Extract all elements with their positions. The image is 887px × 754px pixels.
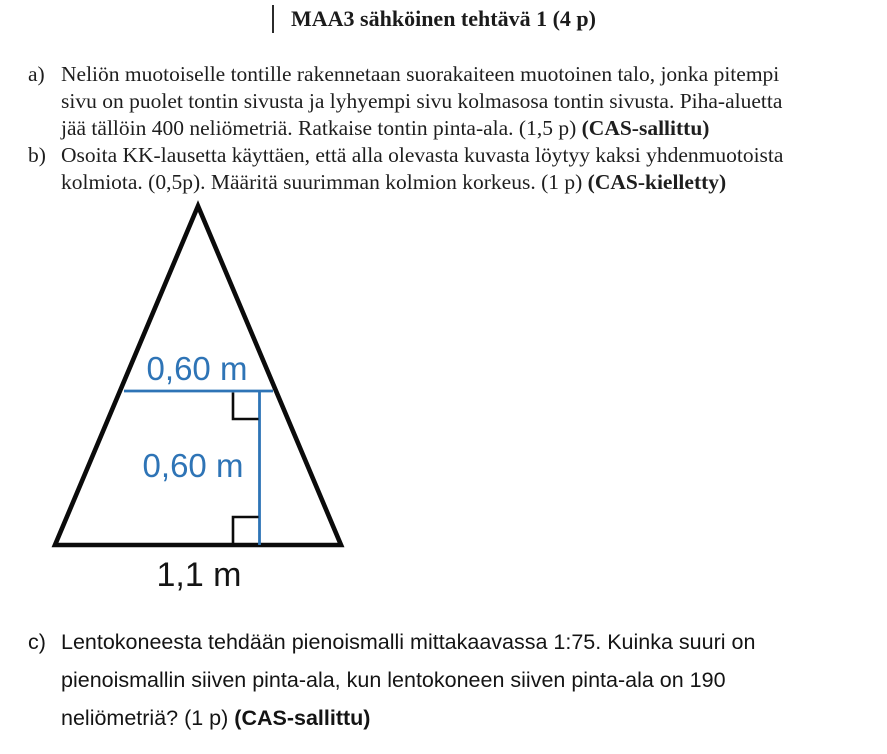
right-angle-mark-bottom xyxy=(233,517,259,543)
upper-width-label: 0,60 m xyxy=(146,350,248,387)
triangle-figure xyxy=(40,197,360,597)
page-title: MAA3 sähköinen tehtävä 1 (4 p) xyxy=(291,6,596,31)
text-line: Osoita KK-lausetta käyttäen, että alla olevasta kuvasta löytyy kaksi yhdenmuotoista xyxy=(61,143,784,167)
text-line: Neliön muotoiselle tontille rakennetaan suorakaiteen muotoinen talo, jonka pitempi xyxy=(61,62,780,86)
text-line: jää tällöin 400 neliömetriä. Ratkaise tontin pinta-ala. (1,5 p) (CAS-sallittu) xyxy=(61,116,710,140)
text-line: kolmiota. (0,5p). Määritä suurimman kolmion korkeus. (1 p) (CAS-kielletty) xyxy=(61,170,727,194)
question-b xyxy=(28,142,783,196)
question-a-text xyxy=(61,61,782,142)
text-line: Lentokoneesta tehdään pienoismalli mittakaavassa 1:75. Kuinka suuri on xyxy=(61,630,756,654)
base-width-label: 1,1 m xyxy=(156,556,242,594)
question-c xyxy=(28,623,755,737)
text-line: pienoismallin siiven pinta-ala, kun lentokoneen siiven pinta-ala on 190 xyxy=(61,668,726,692)
height-label: 0,60 m xyxy=(142,447,244,484)
right-angle-mark-top xyxy=(233,393,259,420)
question-c-marker: c) xyxy=(28,630,46,654)
question-b-marker: b) xyxy=(28,143,46,167)
text-line: neliömetriä? (1 p) (CAS-sallittu) xyxy=(61,706,371,730)
question-b-text xyxy=(61,142,783,196)
question-a xyxy=(28,61,782,142)
question-c-text xyxy=(61,623,755,737)
text-line: sivu on puolet tontin sivusta ja lyhyempi sivu kolmasosa tontin sivusta. Piha-aluetta xyxy=(61,89,783,113)
question-a-marker: a) xyxy=(28,62,45,86)
